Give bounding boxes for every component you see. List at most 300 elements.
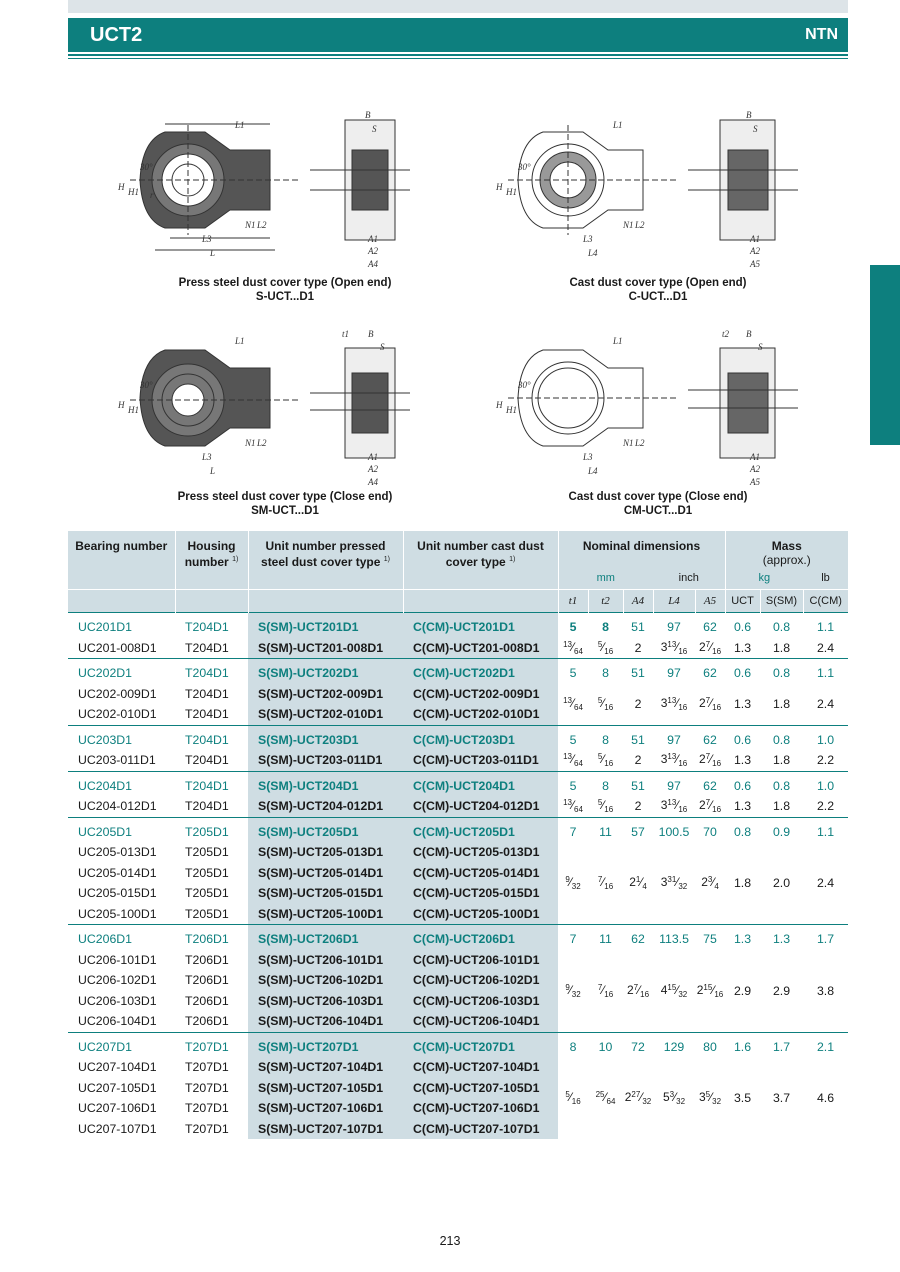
unit-number-cast: C(CM)-UCT205-013D1 xyxy=(403,842,558,863)
mass-lb-value: 3.5 xyxy=(733,1091,752,1105)
svg-text:A2: A2 xyxy=(750,246,760,256)
mass-lb-value: 2.2 xyxy=(816,753,835,768)
svg-text:A4: A4 xyxy=(368,259,378,269)
housing-number: T205D1 xyxy=(185,906,229,921)
housing-number: T206D1 xyxy=(185,1014,229,1029)
dim-inch-value: 2 xyxy=(634,799,642,814)
caption-1-code: S-UCT...D1 xyxy=(255,291,315,303)
unit-number-pressed: S(SM)-UCT207-105D1 xyxy=(248,1078,403,1099)
dim-inch-value: $2^7⁄_{16}$ xyxy=(698,752,722,769)
dim-mm-value: 5 xyxy=(558,725,588,750)
svg-text:A5: A5 xyxy=(750,477,760,487)
housing-number: T205D1 xyxy=(185,865,229,880)
mass-lb-value: 1.8 xyxy=(772,799,791,814)
svg-text:H1: H1 xyxy=(506,187,517,197)
unit-number-pressed: S(SM)-UCT206-104D1 xyxy=(248,1011,403,1032)
dim-inch-value: $^5⁄_{16}$ xyxy=(597,798,614,815)
bearing-number: UC207-106D1 xyxy=(78,1101,157,1116)
dim-mm-value: 8 xyxy=(588,725,623,750)
unit-number-pressed: S(SM)-UCT201D1 xyxy=(248,613,403,638)
mass-kg-value: 0.9 xyxy=(760,817,803,842)
svg-text:L3: L3 xyxy=(202,452,212,462)
dim-mm-value: 51 xyxy=(623,771,653,796)
svg-text:A2: A2 xyxy=(368,246,378,256)
dim-inch-value: $3^5⁄_{32}$ xyxy=(698,1090,722,1106)
mass-lb-value: 1.8 xyxy=(772,697,791,711)
label-uct: UCT xyxy=(725,590,760,613)
dim-mm-value: 70 xyxy=(695,817,725,842)
unit-number-cast: C(CM)-UCT202-009D1 xyxy=(403,684,558,705)
page-title: UCT2 xyxy=(90,24,143,46)
svg-text:L2: L2 xyxy=(257,220,267,230)
label-s-sm: S(SM) xyxy=(760,590,803,613)
dim-inch-value: $^5⁄_{16}$ xyxy=(597,639,614,656)
dim-mm-value: 62 xyxy=(695,613,725,638)
unit-number-cast: C(CM)-UCT204-012D1 xyxy=(403,796,558,817)
unit-number-pressed: S(SM)-UCT206-103D1 xyxy=(248,991,403,1012)
dim-mm-value: 80 xyxy=(695,1032,725,1057)
bearing-number: UC203-011D1 xyxy=(78,753,156,768)
mass-kg-value: 1.6 xyxy=(725,1032,760,1057)
table-row xyxy=(68,771,848,796)
unit-number-cast: C(CM)-UCT207-104D1 xyxy=(403,1057,558,1078)
svg-text:L1: L1 xyxy=(235,336,245,346)
svg-text:H1: H1 xyxy=(128,405,139,415)
table-row xyxy=(68,750,848,771)
unit-number-pressed: S(SM)-UCT203D1 xyxy=(248,725,403,750)
svg-text:A4: A4 xyxy=(368,477,378,487)
label-l4: L4 xyxy=(653,590,695,613)
svg-text:B: B xyxy=(365,110,371,120)
bearing-number: UC202-009D1 xyxy=(78,686,157,701)
housing-number: T204D1 xyxy=(185,707,229,722)
caption-1-line1: Press steel dust cover type (Open end) xyxy=(178,277,392,289)
col-unit-cast: Unit number cast dust cover type $^{1)}$ xyxy=(403,531,558,590)
table-row xyxy=(68,638,848,659)
svg-text:A1: A1 xyxy=(368,452,378,462)
caption-3 xyxy=(160,490,410,518)
svg-text:L: L xyxy=(210,466,216,476)
page-header xyxy=(68,18,848,52)
svg-text:H: H xyxy=(118,182,125,192)
top-band xyxy=(68,0,848,13)
dim-mm-value: 10 xyxy=(588,1032,623,1057)
drawing-s-uct-open xyxy=(110,110,420,270)
caption-4 xyxy=(538,490,778,518)
col-housing: Housing number $^{1)}$ xyxy=(175,531,248,590)
unit-number-pressed: S(SM)-UCT205D1 xyxy=(248,817,403,842)
dim-inch-value: 2 xyxy=(634,753,642,768)
dim-mm-value: 62 xyxy=(695,725,725,750)
table-row xyxy=(68,925,848,950)
mass-kg-value: 1.3 xyxy=(725,925,760,950)
col-nominal: Nominal dimensions xyxy=(558,531,725,567)
dim-mm-value: 62 xyxy=(695,771,725,796)
bearing-number: UC207-104D1 xyxy=(78,1060,157,1075)
unit-number-pressed: S(SM)-UCT206-101D1 xyxy=(248,950,403,971)
svg-text:A1: A1 xyxy=(750,234,760,244)
dim-mm-value: 97 xyxy=(653,659,695,684)
housing-number: T204D1 xyxy=(185,686,229,701)
housing-number: T207D1 xyxy=(175,1032,248,1057)
bearing-number: UC202-010D1 xyxy=(78,707,157,722)
dim-mm-value: 113.5 xyxy=(653,925,695,950)
housing-number: T207D1 xyxy=(185,1101,229,1116)
mass-kg-value: 0.6 xyxy=(725,771,760,796)
caption-4-line1: Cast dust cover type (Close end) xyxy=(568,491,748,503)
mass-kg-value: 0.6 xyxy=(725,725,760,750)
housing-number: T206D1 xyxy=(185,973,229,988)
housing-number: T205D1 xyxy=(185,845,229,860)
dim-inch-value: $^7⁄_{16}$ xyxy=(597,875,614,891)
mass-lb-value: 2.0 xyxy=(772,876,791,890)
dim-inch-value: $2^3⁄_4$ xyxy=(701,875,719,891)
housing-number: T206D1 xyxy=(185,993,229,1008)
housing-number: T207D1 xyxy=(185,1080,229,1095)
bearing-number: UC206-104D1 xyxy=(78,1014,157,1029)
bearing-number: UC201D1 xyxy=(68,613,175,638)
mass-lb-value: 3.8 xyxy=(816,983,835,998)
svg-text:L1: L1 xyxy=(235,120,245,130)
dim-inch-value: $2^1⁄_4$ xyxy=(629,875,647,891)
svg-text:L1: L1 xyxy=(613,336,623,346)
dim-inch-value: $^7⁄_{16}$ xyxy=(597,982,614,999)
unit-number-cast: C(CM)-UCT207-106D1 xyxy=(403,1098,558,1119)
unit-number-pressed: S(SM)-UCT205-014D1 xyxy=(248,863,403,884)
mass-kg-value: 0.6 xyxy=(725,613,760,638)
bearing-number: UC202D1 xyxy=(68,659,175,684)
mass-lb-value: 2.9 xyxy=(772,983,791,998)
bearing-number: UC206-103D1 xyxy=(78,993,157,1008)
svg-text:S: S xyxy=(372,124,377,134)
svg-text:H: H xyxy=(496,182,503,192)
svg-text:B: B xyxy=(746,329,752,339)
dim-mm-value: 129 xyxy=(653,1032,695,1057)
label-c-cm: C(CM) xyxy=(803,590,848,613)
svg-text:L2: L2 xyxy=(635,220,645,230)
dim-mm-value: 8 xyxy=(588,613,623,638)
svg-text:N1: N1 xyxy=(623,438,634,448)
bearing-number: UC206-101D1 xyxy=(78,952,157,967)
svg-text:L: L xyxy=(210,248,216,258)
unit-number-pressed: S(SM)-UCT206-102D1 xyxy=(248,970,403,991)
housing-number: T205D1 xyxy=(185,886,229,901)
label-t1: t1 xyxy=(558,590,588,613)
unit-number-pressed: S(SM)-UCT203-011D1 xyxy=(248,750,403,771)
mass-kg-value: 1.0 xyxy=(803,771,848,796)
drawing-cm-uct-close xyxy=(488,328,808,488)
dim-inch-value: 2 xyxy=(634,697,642,711)
caption-3-code: SM-UCT...D1 xyxy=(251,505,319,517)
dim-mm-value: 5 xyxy=(558,613,588,638)
mass-lb-value: 1.8 xyxy=(733,876,752,890)
housing-number: T204D1 xyxy=(185,640,229,655)
housing-number: T207D1 xyxy=(185,1060,229,1075)
unit-lb: lb xyxy=(803,567,848,590)
mass-kg-value: 0.8 xyxy=(760,725,803,750)
table-row xyxy=(68,1032,848,1057)
dim-mm-value: 62 xyxy=(695,659,725,684)
bearing-number: UC205-100D1 xyxy=(78,906,157,921)
unit-number-cast: C(CM)-UCT202-010D1 xyxy=(403,704,558,725)
mass-lb-value: 1.8 xyxy=(772,640,791,655)
dim-mm-value: 97 xyxy=(653,771,695,796)
svg-text:L4: L4 xyxy=(588,248,598,258)
table-row xyxy=(68,1057,848,1078)
unit-number-pressed: S(SM)-UCT202-009D1 xyxy=(248,684,403,705)
svg-text:A1: A1 xyxy=(750,452,760,462)
mass-lb-value: 1.3 xyxy=(733,753,752,768)
dim-mm-value: 62 xyxy=(623,925,653,950)
bearing-number: UC204D1 xyxy=(68,771,175,796)
dim-inch-value: $3^{13}⁄_{16}$ xyxy=(660,752,688,769)
svg-text:A2: A2 xyxy=(750,464,760,474)
svg-text:H1: H1 xyxy=(128,187,139,197)
unit-number-cast: C(CM)-UCT201D1 xyxy=(403,613,558,638)
dim-mm-value: 8 xyxy=(588,771,623,796)
drawing-c-uct-open xyxy=(488,110,808,270)
dim-inch-value: $^9⁄_{32}$ xyxy=(565,875,581,891)
svg-text:N1: N1 xyxy=(245,220,256,230)
dim-mm-value: 5 xyxy=(558,659,588,684)
bearing-number: UC203D1 xyxy=(68,725,175,750)
brand-label: NTN xyxy=(805,26,838,43)
unit-number-cast: C(CM)-UCT206-104D1 xyxy=(403,1011,558,1032)
mass-lb-value: 1.3 xyxy=(733,799,752,814)
bearing-number: UC205-015D1 xyxy=(78,886,157,901)
col-mass: Mass (approx.) xyxy=(725,531,848,567)
svg-text:B: B xyxy=(746,110,752,120)
dim-mm-value: 5 xyxy=(558,771,588,796)
dim-mm-value: 75 xyxy=(695,925,725,950)
bearing-number: UC207D1 xyxy=(68,1032,175,1057)
svg-text:L4: L4 xyxy=(588,466,598,476)
bearing-number: UC207-107D1 xyxy=(78,1121,157,1136)
svg-text:S: S xyxy=(380,342,385,352)
caption-2 xyxy=(538,276,778,304)
dim-inch-value: $^9⁄_{32}$ xyxy=(565,982,581,999)
dim-mm-value: 11 xyxy=(588,925,623,950)
dim-inch-value: $^{13}⁄_{64}$ xyxy=(563,696,583,712)
dim-inch-value: $^{25}⁄_{64}$ xyxy=(595,1090,616,1106)
svg-text:B: B xyxy=(368,329,374,339)
unit-number-pressed: S(SM)-UCT206D1 xyxy=(248,925,403,950)
side-tab xyxy=(870,265,900,445)
dim-inch-value: $3^{13}⁄_{16}$ xyxy=(660,798,688,815)
housing-number: T204D1 xyxy=(185,799,229,814)
col-unit-pressed: Unit number pressed steel dust cover type $^{1)}$ xyxy=(248,531,403,590)
bearing-number: UC205-013D1 xyxy=(78,845,157,860)
bearing-number: UC205D1 xyxy=(68,817,175,842)
mass-kg-value: 0.8 xyxy=(760,659,803,684)
dim-inch-value: $^{13}⁄_{64}$ xyxy=(563,639,583,656)
svg-text:r: r xyxy=(150,190,154,200)
bearing-number: UC206D1 xyxy=(68,925,175,950)
unit-number-pressed: S(SM)-UCT205-015D1 xyxy=(248,883,403,904)
svg-text:t1: t1 xyxy=(342,329,350,339)
dim-mm-value: 51 xyxy=(623,725,653,750)
dim-mm-value: 51 xyxy=(623,659,653,684)
svg-text:L3: L3 xyxy=(583,234,593,244)
mass-kg-value: 1.1 xyxy=(803,613,848,638)
mass-kg-value: 0.6 xyxy=(725,659,760,684)
housing-number: T206D1 xyxy=(175,925,248,950)
svg-text:H: H xyxy=(496,400,503,410)
mass-lb-value: 2.4 xyxy=(816,640,835,655)
table-row xyxy=(68,613,848,638)
dim-inch-value: $^5⁄_{16}$ xyxy=(565,1090,581,1106)
dim-inch-value: 2 xyxy=(634,640,642,655)
unit-number-cast: C(CM)-UCT202D1 xyxy=(403,659,558,684)
svg-text:30°: 30° xyxy=(140,380,153,390)
dim-inch-value: $3^{13}⁄_{16}$ xyxy=(660,696,688,712)
caption-3-line1: Press steel dust cover type (Close end) xyxy=(177,491,393,503)
mass-kg-value: 1.7 xyxy=(760,1032,803,1057)
caption-1 xyxy=(160,276,410,304)
housing-number: T207D1 xyxy=(185,1121,229,1136)
unit-number-cast: C(CM)-UCT205-100D1 xyxy=(403,904,558,925)
unit-number-cast: C(CM)-UCT201-008D1 xyxy=(403,638,558,659)
dim-inch-value: $2^7⁄_{16}$ xyxy=(698,696,722,712)
unit-number-pressed: S(SM)-UCT201-008D1 xyxy=(248,638,403,659)
mass-lb-value: 1.8 xyxy=(772,753,791,768)
unit-number-pressed: S(SM)-UCT207-106D1 xyxy=(248,1098,403,1119)
housing-number: T204D1 xyxy=(185,753,229,768)
unit-number-cast: C(CM)-UCT203D1 xyxy=(403,725,558,750)
table-row xyxy=(68,796,848,817)
dimension-table xyxy=(68,531,848,1139)
dim-mm-value: 51 xyxy=(623,613,653,638)
table-row xyxy=(68,659,848,684)
unit-number-cast: C(CM)-UCT203-011D1 xyxy=(403,750,558,771)
svg-text:30°: 30° xyxy=(518,380,531,390)
mass-kg-value: 0.8 xyxy=(760,771,803,796)
unit-number-cast: C(CM)-UCT205D1 xyxy=(403,817,558,842)
drawing-sm-uct-close xyxy=(110,328,420,488)
dim-mm-value: 100.5 xyxy=(653,817,695,842)
housing-number: T204D1 xyxy=(175,725,248,750)
dim-mm-value: 57 xyxy=(623,817,653,842)
svg-text:S: S xyxy=(753,124,758,134)
unit-inch: inch xyxy=(653,567,725,590)
bearing-number: UC207-105D1 xyxy=(78,1080,157,1095)
bearing-number: UC204-012D1 xyxy=(78,799,157,814)
unit-number-pressed: S(SM)-UCT202D1 xyxy=(248,659,403,684)
table-row xyxy=(68,684,848,705)
svg-text:N1: N1 xyxy=(623,220,634,230)
svg-text:A1: A1 xyxy=(368,234,378,244)
unit-number-pressed: S(SM)-UCT204-012D1 xyxy=(248,796,403,817)
svg-text:N1: N1 xyxy=(245,438,256,448)
svg-text:t2: t2 xyxy=(722,329,730,339)
page-number: 213 xyxy=(439,1234,461,1248)
unit-number-cast: C(CM)-UCT206-101D1 xyxy=(403,950,558,971)
bearing-number: UC206-102D1 xyxy=(78,973,157,988)
unit-number-cast: C(CM)-UCT207D1 xyxy=(403,1032,558,1057)
svg-text:S: S xyxy=(758,342,763,352)
svg-text:L3: L3 xyxy=(583,452,593,462)
dim-inch-value: $3^{31}⁄_{32}$ xyxy=(660,875,688,891)
svg-text:30°: 30° xyxy=(140,162,153,172)
dim-mm-value: 11 xyxy=(588,817,623,842)
unit-number-pressed: S(SM)-UCT202-010D1 xyxy=(248,704,403,725)
table-row xyxy=(68,842,848,863)
label-t2: t2 xyxy=(588,590,623,613)
dim-inch-value: $2^7⁄_{16}$ xyxy=(626,982,650,999)
mass-kg-value: 1.0 xyxy=(803,725,848,750)
mass-lb-value: 1.3 xyxy=(733,697,752,711)
dim-mm-value: 7 xyxy=(558,925,588,950)
mass-kg-value: 1.7 xyxy=(803,925,848,950)
unit-number-pressed: S(SM)-UCT207-104D1 xyxy=(248,1057,403,1078)
caption-2-line1: Cast dust cover type (Open end) xyxy=(569,277,747,289)
housing-number: T204D1 xyxy=(175,659,248,684)
col-bearing: Bearing number xyxy=(68,531,175,590)
dim-mm-value: 8 xyxy=(588,659,623,684)
label-a4: A4 xyxy=(623,590,653,613)
mass-lb-value: 2.4 xyxy=(816,876,835,890)
dim-inch-value: $5^3⁄_{32}$ xyxy=(662,1090,686,1106)
svg-text:H: H xyxy=(118,400,125,410)
mass-lb-value: 3.7 xyxy=(772,1091,791,1105)
svg-text:H1: H1 xyxy=(506,405,517,415)
mass-lb-value: 2.9 xyxy=(733,983,752,998)
dim-mm-value: 97 xyxy=(653,725,695,750)
dim-mm-value: 97 xyxy=(653,613,695,638)
housing-number: T204D1 xyxy=(175,771,248,796)
dim-inch-value: $2^7⁄_{16}$ xyxy=(698,798,722,815)
dim-mm-value: 8 xyxy=(558,1032,588,1057)
dim-mm-value: 72 xyxy=(623,1032,653,1057)
table-row xyxy=(68,725,848,750)
svg-text:L3: L3 xyxy=(202,234,212,244)
unit-number-cast: C(CM)-UCT204D1 xyxy=(403,771,558,796)
dim-inch-value: $^{13}⁄_{64}$ xyxy=(563,752,583,769)
label-a5: A5 xyxy=(695,590,725,613)
mass-lb-value: 2.4 xyxy=(816,697,835,711)
unit-number-pressed: S(SM)-UCT207-107D1 xyxy=(248,1119,403,1140)
unit-number-pressed: S(SM)-UCT204D1 xyxy=(248,771,403,796)
dim-inch-value: $2^{27}⁄_{32}$ xyxy=(624,1090,652,1106)
unit-mm: mm xyxy=(558,567,653,590)
dim-inch-value: $4^{15}⁄_{32}$ xyxy=(660,982,688,999)
mass-kg-value: 1.1 xyxy=(803,817,848,842)
mass-kg-value: 2.1 xyxy=(803,1032,848,1057)
mass-kg-value: 0.8 xyxy=(760,613,803,638)
svg-text:L1: L1 xyxy=(613,120,623,130)
table-row xyxy=(68,950,848,971)
housing-number: T205D1 xyxy=(175,817,248,842)
mass-lb-value: 1.3 xyxy=(733,640,752,655)
bearing-number: UC201-008D1 xyxy=(78,640,157,655)
unit-number-cast: C(CM)-UCT207-107D1 xyxy=(403,1119,558,1140)
svg-text:A2: A2 xyxy=(368,464,378,474)
header-rule-thin xyxy=(68,58,848,59)
unit-number-pressed: S(SM)-UCT205-100D1 xyxy=(248,904,403,925)
svg-text:30°: 30° xyxy=(518,162,531,172)
mass-kg-value: 0.8 xyxy=(725,817,760,842)
dim-inch-value: $2^7⁄_{16}$ xyxy=(698,639,722,656)
unit-number-pressed: S(SM)-UCT207D1 xyxy=(248,1032,403,1057)
dim-inch-value: $^{13}⁄_{64}$ xyxy=(563,798,583,815)
unit-number-cast: C(CM)-UCT207-105D1 xyxy=(403,1078,558,1099)
caption-2-code: C-UCT...D1 xyxy=(628,291,688,303)
dim-mm-value: 7 xyxy=(558,817,588,842)
unit-number-cast: C(CM)-UCT205-015D1 xyxy=(403,883,558,904)
dim-inch-value: $^5⁄_{16}$ xyxy=(597,752,614,769)
unit-number-pressed: S(SM)-UCT205-013D1 xyxy=(248,842,403,863)
dim-inch-value: $3^{13}⁄_{16}$ xyxy=(660,639,688,656)
